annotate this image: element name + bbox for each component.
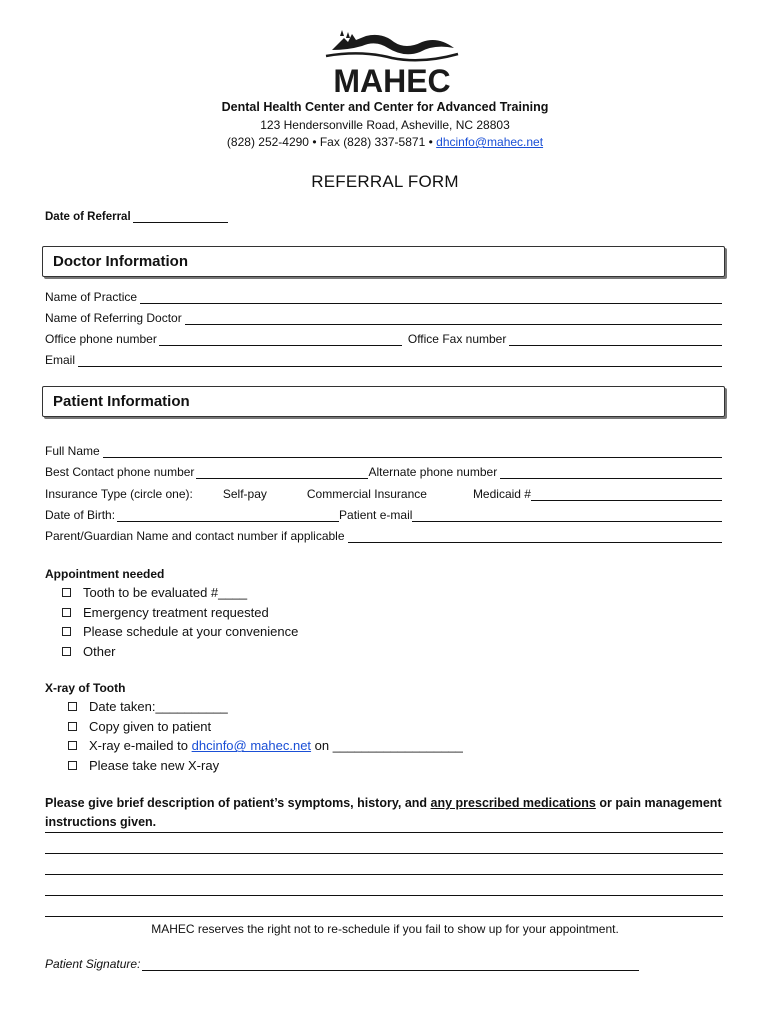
guardian-row bbox=[45, 529, 722, 543]
signature-row bbox=[45, 957, 639, 971]
description-prompt: Please give brief description of patient’s symptoms, history, and any prescribed medications or pain management instructions given. bbox=[45, 796, 722, 829]
dob-label: Date of Birth: bbox=[45, 508, 116, 522]
appointment-option[interactable]: Tooth to be evaluated #____ bbox=[62, 583, 298, 603]
appointment-list bbox=[62, 583, 298, 661]
form-title: REFERRAL FORM bbox=[311, 172, 459, 191]
referring-doctor-field[interactable] bbox=[185, 313, 722, 325]
org-address: 123 Hendersonville Road, Asheville, NC 28803 bbox=[260, 118, 510, 132]
practice-row bbox=[45, 290, 722, 304]
doctor-section-header: Doctor Information bbox=[42, 246, 725, 277]
phone-fax-row bbox=[45, 332, 722, 346]
guardian-field[interactable] bbox=[348, 531, 722, 543]
dob-field[interactable] bbox=[117, 510, 339, 522]
alt-phone-label: Alternate phone number bbox=[368, 465, 498, 479]
insurance-commercial[interactable]: Commercial Insurance bbox=[306, 487, 427, 501]
xray-email-link[interactable]: dhcinfo@ mahec.net bbox=[191, 738, 312, 754]
appointment-heading: Appointment needed bbox=[45, 567, 165, 581]
svg-text:MAHEC: MAHEC bbox=[333, 63, 451, 96]
appointment-option[interactable]: Please schedule at your convenience bbox=[62, 622, 298, 642]
patient-email-label: Patient e-mail bbox=[339, 508, 413, 522]
description-line[interactable] bbox=[45, 875, 723, 896]
phones-row bbox=[45, 465, 722, 479]
checkbox-icon[interactable] bbox=[62, 608, 71, 617]
appointment-option[interactable]: Emergency treatment requested bbox=[62, 603, 298, 623]
patient-section-header: Patient Information bbox=[42, 386, 725, 417]
mahec-logo bbox=[322, 28, 462, 96]
checkbox-icon[interactable] bbox=[68, 741, 77, 750]
best-phone-label: Best Contact phone number bbox=[45, 465, 195, 479]
xray-option[interactable]: Date taken:__________ bbox=[68, 697, 463, 717]
email-field[interactable] bbox=[78, 355, 722, 367]
org-contact bbox=[0, 135, 770, 149]
referring-doctor-label: Name of Referring Doctor bbox=[45, 311, 182, 325]
xray-option[interactable]: Copy given to patient bbox=[68, 717, 463, 737]
insurance-row bbox=[45, 487, 722, 501]
guardian-label: Parent/Guardian Name and contact number if applicable bbox=[45, 529, 345, 543]
xray-option[interactable]: X-ray e-mailed to dhcinfo@ mahec.net on __________________ bbox=[68, 736, 463, 756]
org-name: Dental Health Center and Center for Advanced Training bbox=[221, 100, 549, 114]
best-phone-field[interactable] bbox=[196, 467, 368, 479]
full-name-label: Full Name bbox=[45, 444, 100, 458]
full-name-field[interactable] bbox=[103, 446, 722, 458]
office-fax-field[interactable] bbox=[509, 334, 722, 346]
email-link[interactable]: dhcinfo@mahec.net bbox=[436, 135, 544, 149]
checkbox-icon[interactable] bbox=[62, 627, 71, 636]
referring-doctor-row bbox=[45, 311, 722, 325]
signature-field[interactable] bbox=[142, 959, 639, 971]
checkbox-icon[interactable] bbox=[68, 702, 77, 711]
office-phone-label: Office phone number bbox=[45, 332, 157, 346]
description-underlined: any prescribed medications bbox=[430, 796, 596, 810]
office-fax-label: Office Fax number bbox=[407, 332, 507, 346]
checkbox-icon[interactable] bbox=[62, 588, 71, 597]
xray-option[interactable]: Please take new X-ray bbox=[68, 756, 463, 776]
full-name-row bbox=[45, 444, 722, 458]
patient-email-field[interactable] bbox=[412, 510, 722, 522]
mountain-logo-icon bbox=[322, 28, 462, 96]
reschedule-notice: MAHEC reserves the right not to re-schedule if you fail to show up for your appointment. bbox=[151, 922, 619, 936]
email-row bbox=[45, 353, 722, 367]
description-line[interactable] bbox=[45, 833, 723, 854]
date-of-referral-field[interactable] bbox=[133, 211, 228, 223]
practice-label: Name of Practice bbox=[45, 290, 138, 304]
description-lines[interactable] bbox=[45, 832, 723, 917]
xray-list bbox=[68, 697, 463, 775]
checkbox-icon[interactable] bbox=[68, 722, 77, 731]
date-of-referral-row bbox=[45, 211, 722, 223]
xray-heading: X-ray of Tooth bbox=[45, 681, 126, 695]
description-line[interactable] bbox=[45, 896, 723, 917]
insurance-self-pay[interactable]: Self-pay bbox=[222, 487, 267, 501]
phone-fax: (828) 252-4290 • Fax (828) 337-5871 • bbox=[226, 135, 433, 149]
office-phone-field[interactable] bbox=[159, 334, 402, 346]
medicaid-field[interactable] bbox=[531, 489, 722, 501]
dob-row bbox=[45, 508, 722, 522]
date-of-referral-label: Date of Referral bbox=[45, 211, 131, 223]
insurance-label: Insurance Type (circle one): bbox=[45, 487, 193, 501]
signature-label: Patient Signature: bbox=[45, 957, 141, 971]
practice-field[interactable] bbox=[140, 292, 722, 304]
checkbox-icon[interactable] bbox=[68, 761, 77, 770]
checkbox-icon[interactable] bbox=[62, 647, 71, 656]
alt-phone-field[interactable] bbox=[500, 467, 722, 479]
description-line[interactable] bbox=[45, 854, 723, 875]
insurance-medicaid[interactable]: Medicaid # bbox=[472, 487, 531, 501]
email-label: Email bbox=[45, 353, 76, 367]
appointment-option[interactable]: Other bbox=[62, 642, 298, 662]
